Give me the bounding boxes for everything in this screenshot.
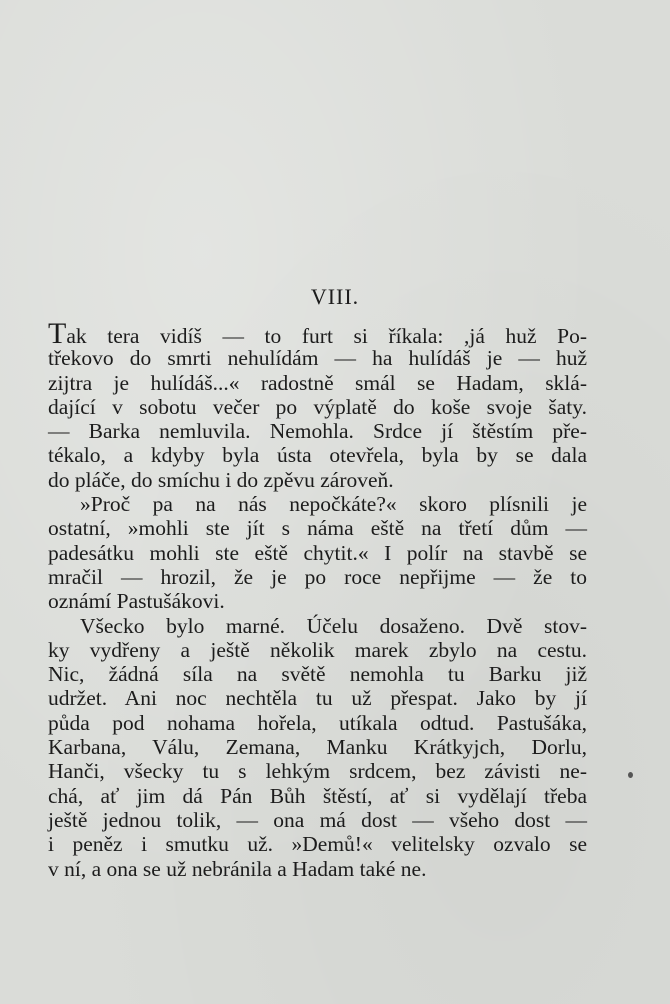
text-line: do pláče, do smíchu i do zpěvu zároveň. (48, 467, 394, 492)
body-text (48, 317, 587, 881)
text-line: — Barka nemluvila. Nemohla. Srdce jí štěstím pře- (48, 419, 587, 444)
text-line: Všecko bylo marné. Účelu dosaženo. Dvě stov- (80, 613, 587, 638)
text-line: i peněz i smutku už. »Demů!« velitelsky ozvalo se (48, 832, 587, 857)
text-line: Tak tera vidíš — to furt si říkala: ,já huž Po- (48, 317, 587, 350)
text-line: půda pod nohama hořela, utíkala odtud. Pastušáka, (48, 710, 587, 735)
text-line: Karbana, Válu, Zemana, Manku Krátkyjch, Dorlu, (48, 735, 587, 760)
text-line: Nic, žádná síla na světě nemohla tu Barku již (48, 662, 587, 687)
text-line: dající v sobotu večer po výplatě do koše svoje šaty. (48, 394, 587, 419)
text-line: mračil — hrozil, že je po roce nepřijme — že to (48, 564, 587, 589)
text-line: zijtra je hulídáš...« radostně smál se Hadam, sklá- (48, 370, 587, 395)
text-line: ještě jednou tolik, — ona má dost — všeho dost — (48, 807, 587, 832)
paragraph-3 (48, 614, 587, 881)
paper-speck (628, 772, 633, 778)
text-line: oznámí Pastušákovi. (48, 589, 225, 614)
text-line: padesátku mohli ste eště chytit.« I polír na stavbě se (48, 540, 587, 565)
text-line: ostatní, »mohli ste jít s náma eště na třetí dům — (48, 516, 587, 541)
chapter-heading: VIII. (310, 284, 360, 309)
paragraph-2 (48, 492, 587, 613)
text-line: třekovo do smrti nehulídám — ha hulídáš je — huž (48, 346, 587, 371)
paragraph-1 (48, 317, 587, 492)
text-line: »Proč pa na nás nepočkáte?« skoro plísnili je (80, 492, 587, 517)
text-line: chá, ať jim dá Pán Bůh štěstí, ať si vydělají třeba (48, 783, 587, 808)
text-line: udržet. Ani noc nechtěla tu už přespat. Jako by jí (48, 686, 587, 711)
text-line: v ní, a ona se už nebránila a Hadam také ne. (48, 856, 427, 881)
text-line: ky vydřeny a ještě několik marek zbylo na cestu. (48, 637, 587, 662)
text-line: Hanči, všecky tu s lehkým srdcem, bez závisti ne- (48, 759, 587, 784)
text-line: tékalo, a kdyby byla ústa otevřela, byla by se dala (48, 443, 587, 468)
drop-cap: T (48, 317, 67, 350)
